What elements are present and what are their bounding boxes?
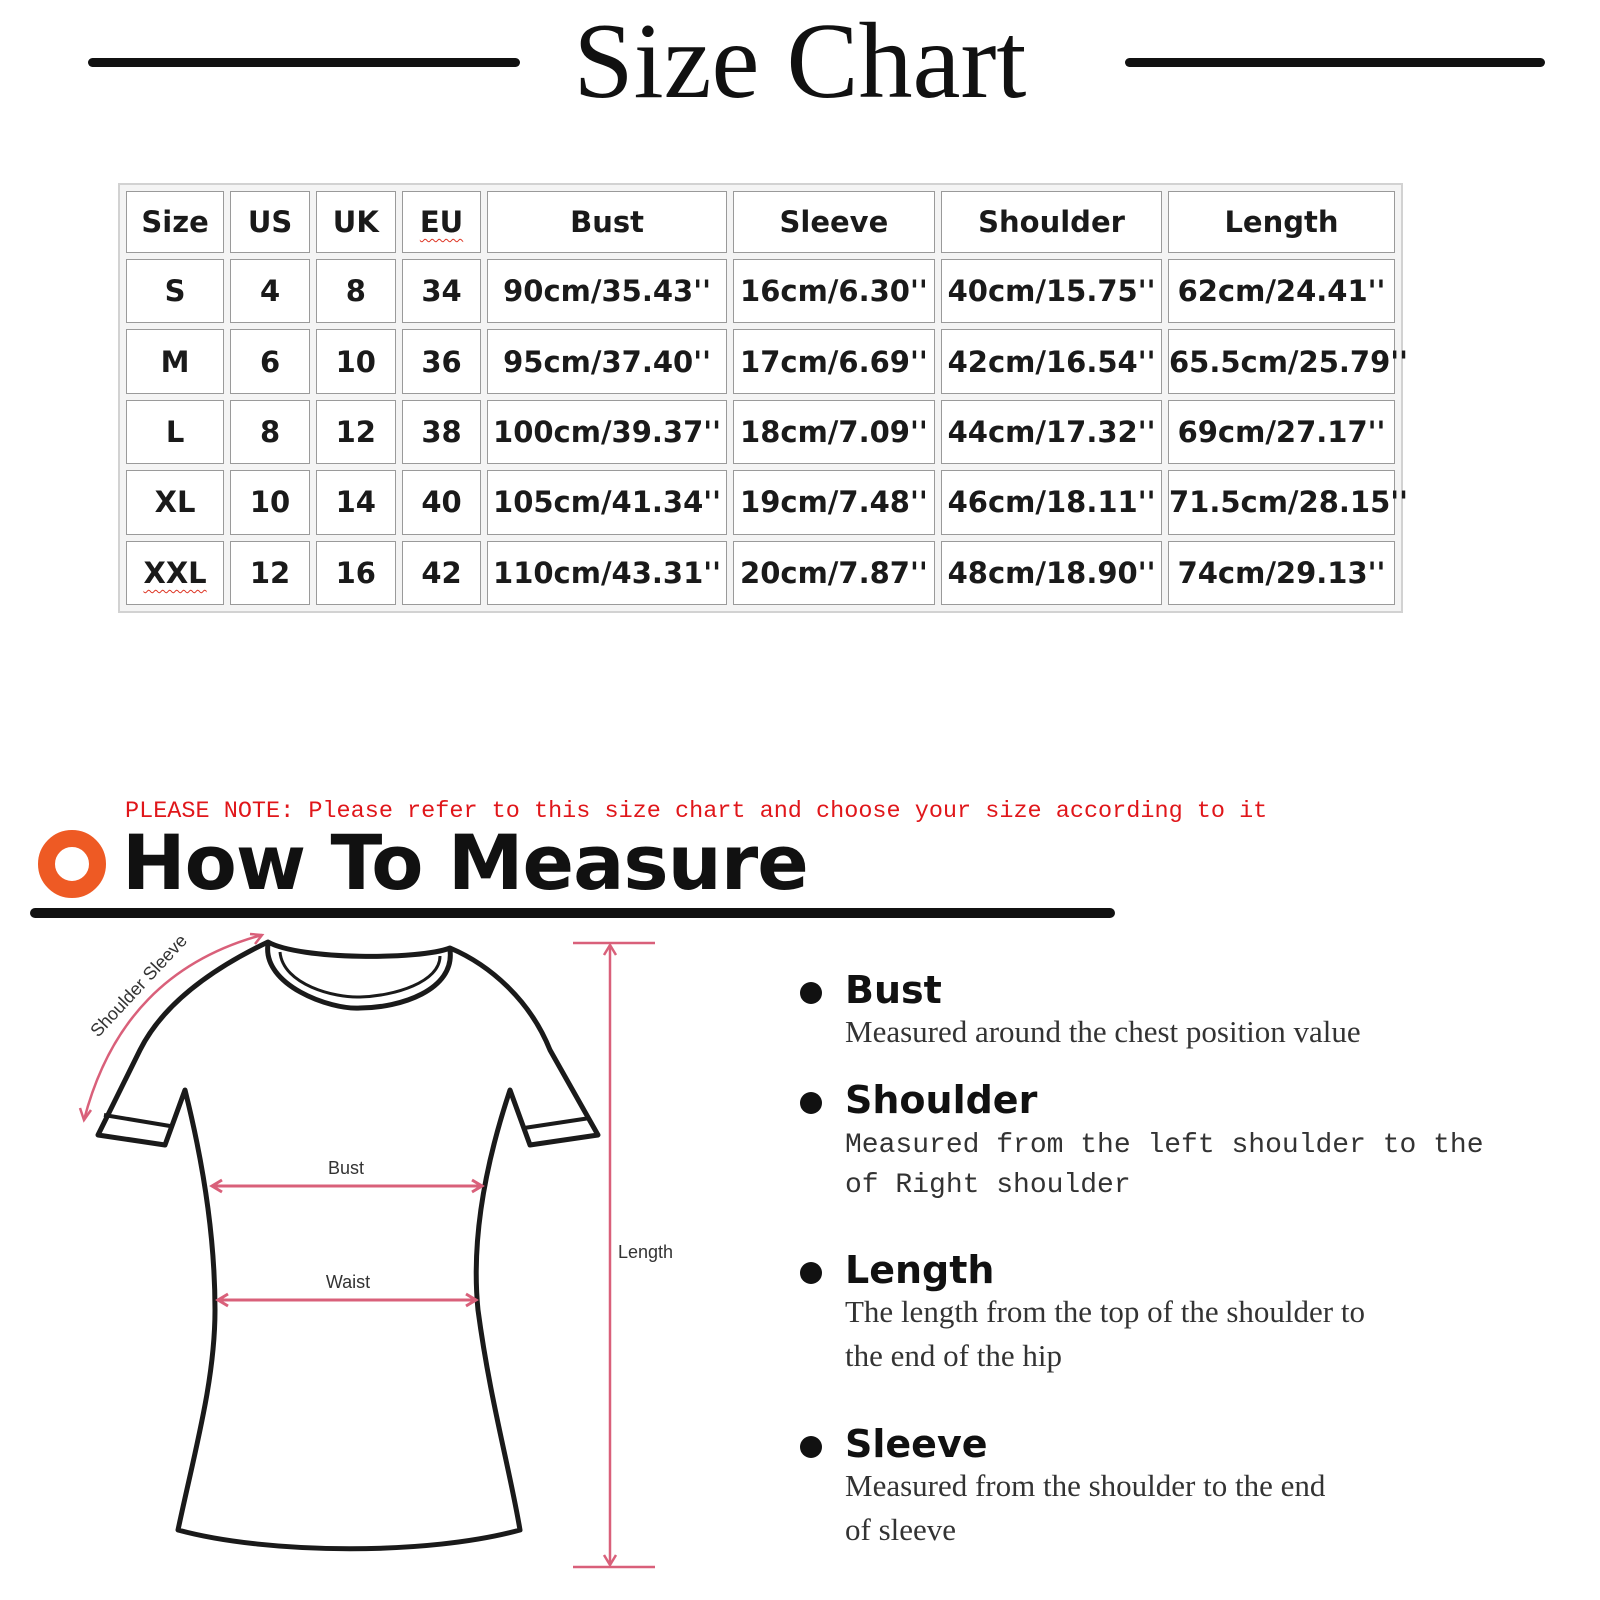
size-table	[118, 183, 1409, 613]
table-cell: 14	[316, 470, 396, 534]
table-cell: XL	[126, 470, 224, 534]
table-cell: 8	[316, 259, 396, 323]
definition-bust	[800, 968, 1560, 1058]
orange-ring-icon	[38, 830, 106, 898]
table-cell: 6	[230, 329, 310, 393]
table-cell: 12	[230, 541, 310, 605]
table-cell: 16	[316, 541, 396, 605]
header-cell-shoulder: Shoulder	[941, 191, 1162, 253]
table-cell: 20cm/7.87''	[733, 541, 935, 605]
header-cell-bust: Bust	[487, 191, 726, 253]
table-cell: 38	[402, 400, 482, 464]
tshirt-outline	[98, 942, 598, 1549]
please-note-text: PLEASE NOTE: Please refer to this size chart and choose your size according to it	[125, 798, 1268, 825]
length-label: Length	[618, 1242, 674, 1262]
table-cell: S	[126, 259, 224, 323]
tshirt-collar-inner	[280, 952, 440, 997]
table-row	[126, 400, 1395, 464]
table-cell: 90cm/35.43''	[487, 259, 726, 323]
table-cell: 69cm/27.17''	[1168, 400, 1395, 464]
table-cell: 19cm/7.48''	[733, 470, 935, 534]
table-row	[126, 259, 1395, 323]
definition-desc: The length from the top of the shoulder to the end of the hip	[845, 1294, 1365, 1373]
table-cell: M	[126, 329, 224, 393]
heading-underline	[30, 908, 1115, 918]
table-cell: 74cm/29.13''	[1168, 541, 1395, 605]
table-cell: 36	[402, 329, 482, 393]
table-cell: 10	[316, 329, 396, 393]
table-cell: 48cm/18.90''	[941, 541, 1162, 605]
shoulder-sleeve-label: Shoulder Sleeve	[86, 930, 192, 1041]
header-cell-sleeve: Sleeve	[733, 191, 935, 253]
bullet-icon	[800, 1436, 822, 1458]
header-cell-length: Length	[1168, 191, 1395, 253]
definition-term: Sleeve	[845, 1422, 988, 1466]
bust-label: Bust	[327, 1158, 365, 1178]
definition-term: Bust	[845, 968, 942, 1012]
table-cell: 17cm/6.69''	[733, 329, 935, 393]
bullet-icon	[800, 1262, 822, 1284]
table-cell: 40cm/15.75''	[941, 259, 1162, 323]
table-cell: 10	[230, 470, 310, 534]
how-to-measure-heading: How To Measure	[122, 818, 808, 907]
bullet-icon	[800, 1092, 822, 1114]
page-title: Size Chart	[573, 2, 1027, 121]
table-cell: XXL	[126, 541, 224, 605]
definition-term: Length	[845, 1248, 995, 1292]
header-cell-eu: EU	[402, 191, 482, 253]
table-cell: 34	[402, 259, 482, 323]
definition-desc: Measured from the shoulder to the end of sleeve	[845, 1468, 1326, 1547]
header-cell-size: Size	[126, 191, 224, 253]
table-cell: 71.5cm/28.15''	[1168, 470, 1395, 534]
table-cell: 100cm/39.37''	[487, 400, 726, 464]
table-cell: 46cm/18.11''	[941, 470, 1162, 534]
tshirt-measure-diagram	[0, 930, 760, 1600]
table-cell: 8	[230, 400, 310, 464]
definition-term: Shoulder	[845, 1078, 1038, 1122]
table-cell: 62cm/24.41''	[1168, 259, 1395, 323]
definition-desc: Measured from the left shoulder to the of Right shoulder	[845, 1130, 1484, 1201]
table-cell: 12	[316, 400, 396, 464]
header-cell-uk: UK	[316, 191, 396, 253]
table-cell: 95cm/37.40''	[487, 329, 726, 393]
table-row	[126, 541, 1395, 605]
table-cell: 42cm/16.54''	[941, 329, 1162, 393]
table-row	[126, 329, 1395, 393]
left-sleeve-hem	[104, 1115, 170, 1126]
table-cell: L	[126, 400, 224, 464]
right-sleeve-hem	[524, 1118, 590, 1128]
table-cell: 4	[230, 259, 310, 323]
bullet-icon	[800, 982, 822, 1004]
definition-shoulder	[800, 1078, 1560, 1208]
table-cell: 42	[402, 541, 482, 605]
definition-desc: Measured around the chest position value	[845, 1014, 1361, 1049]
table-header-row	[126, 191, 1395, 253]
table-cell: 16cm/6.30''	[733, 259, 935, 323]
header-cell-us: US	[230, 191, 310, 253]
table-cell: 65.5cm/25.79''	[1168, 329, 1395, 393]
waist-label: Waist	[325, 1272, 371, 1292]
definition-length	[800, 1248, 1560, 1388]
definition-sleeve	[800, 1422, 1560, 1562]
table-row	[126, 470, 1395, 534]
table-cell: 110cm/43.31''	[487, 541, 726, 605]
table-cell: 18cm/7.09''	[733, 400, 935, 464]
table-cell: 40	[402, 470, 482, 534]
table-cell: 44cm/17.32''	[941, 400, 1162, 464]
table-cell: 105cm/41.34''	[487, 470, 726, 534]
